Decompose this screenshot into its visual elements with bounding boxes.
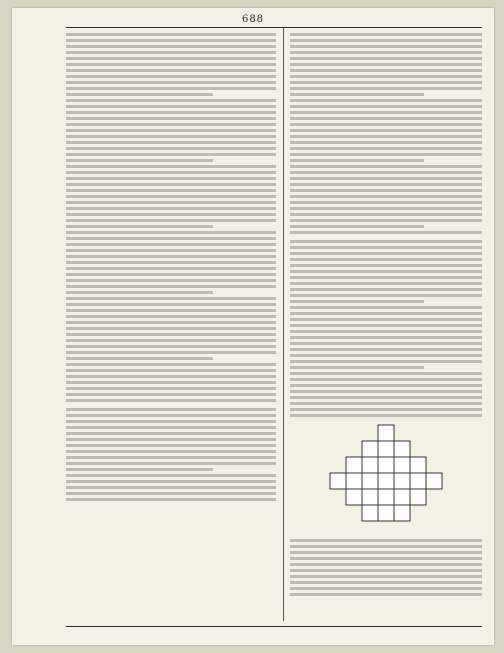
text-line [290, 135, 482, 138]
text-line [66, 450, 276, 453]
text-line [290, 539, 482, 542]
text-line [66, 225, 213, 228]
text-line [290, 258, 482, 261]
text-line [66, 57, 276, 60]
text-line [290, 563, 482, 566]
newspaper-page [12, 8, 494, 645]
text-line [290, 63, 482, 66]
text-line [290, 75, 482, 78]
text-line [66, 414, 276, 417]
text-line [66, 399, 276, 402]
text-line [66, 426, 276, 429]
text-line [290, 342, 482, 345]
text-line [66, 135, 276, 138]
text-line [290, 408, 482, 411]
text-line [290, 99, 482, 102]
text-line [290, 111, 482, 114]
text-line [66, 39, 276, 42]
right-column [290, 30, 482, 599]
text-line [66, 45, 276, 48]
text-line [66, 75, 276, 78]
text-line [290, 57, 482, 60]
text-line [66, 261, 276, 264]
text-line [66, 351, 276, 354]
text-line [290, 33, 482, 36]
text-line [290, 330, 482, 333]
text-line [290, 575, 482, 578]
puzzle-grid-drawing [326, 423, 446, 533]
text-line [66, 327, 276, 330]
text-line [290, 231, 482, 234]
text-line [290, 336, 482, 339]
text-line [290, 270, 482, 273]
text-line [66, 51, 276, 54]
text-line [66, 303, 276, 306]
text-line [290, 288, 482, 291]
text-line [290, 545, 482, 548]
text-line [66, 273, 276, 276]
column-divider [283, 28, 284, 621]
right-article-body-2 [290, 240, 482, 417]
text-line [66, 498, 276, 501]
text-line [66, 231, 276, 234]
text-line [290, 51, 482, 54]
text-line [66, 189, 276, 192]
text-line [290, 294, 482, 297]
text-line [290, 414, 482, 417]
text-line [66, 93, 213, 96]
text-line [290, 318, 482, 321]
text-line [290, 366, 424, 369]
text-line [66, 438, 276, 441]
text-line [66, 99, 276, 102]
text-line [290, 378, 482, 381]
text-line [66, 63, 276, 66]
text-line [66, 291, 213, 294]
text-line [290, 225, 424, 228]
text-line [66, 279, 276, 282]
text-line [290, 300, 424, 303]
text-line [66, 165, 276, 168]
text-line [290, 360, 482, 363]
text-line [66, 315, 276, 318]
text-line [66, 339, 276, 342]
text-line [290, 165, 482, 168]
text-line [66, 105, 276, 108]
text-line [290, 39, 482, 42]
text-line [290, 219, 482, 222]
text-line [66, 201, 276, 204]
text-line [290, 207, 482, 210]
text-line [66, 123, 276, 126]
diamond-puzzle-grid [326, 423, 446, 533]
text-line [290, 384, 482, 387]
text-line [290, 569, 482, 572]
text-line [290, 105, 482, 108]
text-line [66, 492, 276, 495]
text-line [290, 557, 482, 560]
text-line [290, 213, 482, 216]
text-line [290, 81, 482, 84]
text-line [66, 408, 276, 411]
text-line [66, 69, 276, 72]
text-line [66, 285, 276, 288]
text-line [290, 372, 482, 375]
text-line [290, 195, 482, 198]
text-line [290, 117, 482, 120]
text-line [290, 264, 482, 267]
text-line [290, 177, 482, 180]
text-line [290, 593, 482, 596]
text-line [66, 393, 276, 396]
text-line [66, 369, 276, 372]
text-line [290, 201, 482, 204]
text-line [290, 69, 482, 72]
text-line [66, 195, 276, 198]
text-line [290, 396, 482, 399]
text-line [66, 111, 276, 114]
text-line [290, 348, 482, 351]
text-line [290, 147, 482, 150]
text-line [290, 246, 482, 249]
text-line [66, 207, 276, 210]
text-line [66, 255, 276, 258]
text-line [290, 306, 482, 309]
text-line [66, 363, 276, 366]
text-line [66, 375, 276, 378]
text-line [66, 321, 276, 324]
text-line [290, 276, 482, 279]
bottom-rule [66, 626, 482, 627]
text-line [66, 81, 276, 84]
text-line [290, 282, 482, 285]
text-line [290, 153, 482, 156]
text-line [66, 462, 276, 465]
text-line [66, 486, 276, 489]
text-line [66, 432, 276, 435]
top-rule [66, 27, 482, 28]
text-line [66, 219, 276, 222]
text-line [66, 213, 276, 216]
text-line [66, 267, 276, 270]
text-line [66, 249, 276, 252]
text-line [66, 480, 276, 483]
puzzle-clues [290, 539, 482, 596]
text-line [290, 171, 482, 174]
text-line [66, 171, 276, 174]
text-line [66, 117, 276, 120]
text-line [66, 147, 276, 150]
text-line [66, 183, 276, 186]
left-article-body-2 [66, 408, 276, 501]
text-line [290, 45, 482, 48]
text-line [66, 387, 276, 390]
text-line [290, 240, 482, 243]
text-line [290, 189, 482, 192]
text-line [66, 420, 276, 423]
text-line [66, 33, 276, 36]
text-line [66, 297, 276, 300]
text-line [66, 129, 276, 132]
text-line [290, 402, 482, 405]
text-line [290, 551, 482, 554]
left-column [66, 30, 276, 504]
left-article-body [66, 33, 276, 402]
text-line [66, 177, 276, 180]
text-line [66, 468, 213, 471]
text-line [66, 237, 276, 240]
text-line [66, 456, 276, 459]
text-line [290, 123, 482, 126]
text-line [66, 333, 276, 336]
text-line [66, 345, 276, 348]
text-line [290, 390, 482, 393]
text-line [66, 159, 213, 162]
text-line [66, 474, 276, 477]
text-line [290, 159, 424, 162]
text-line [290, 87, 482, 90]
text-line [290, 252, 482, 255]
text-line [66, 309, 276, 312]
text-line [66, 357, 213, 360]
text-line [290, 312, 482, 315]
text-line [290, 324, 482, 327]
text-line [290, 354, 482, 357]
text-line [66, 153, 276, 156]
text-line [66, 243, 276, 246]
text-line [290, 581, 482, 584]
text-line [66, 381, 276, 384]
right-article-body [290, 33, 482, 234]
text-line [290, 93, 424, 96]
text-line [66, 87, 276, 90]
text-line [290, 129, 482, 132]
text-line [66, 141, 276, 144]
page-number: 688 [241, 14, 265, 25]
text-line [290, 183, 482, 186]
text-line [66, 444, 276, 447]
text-line [290, 587, 482, 590]
text-line [290, 141, 482, 144]
